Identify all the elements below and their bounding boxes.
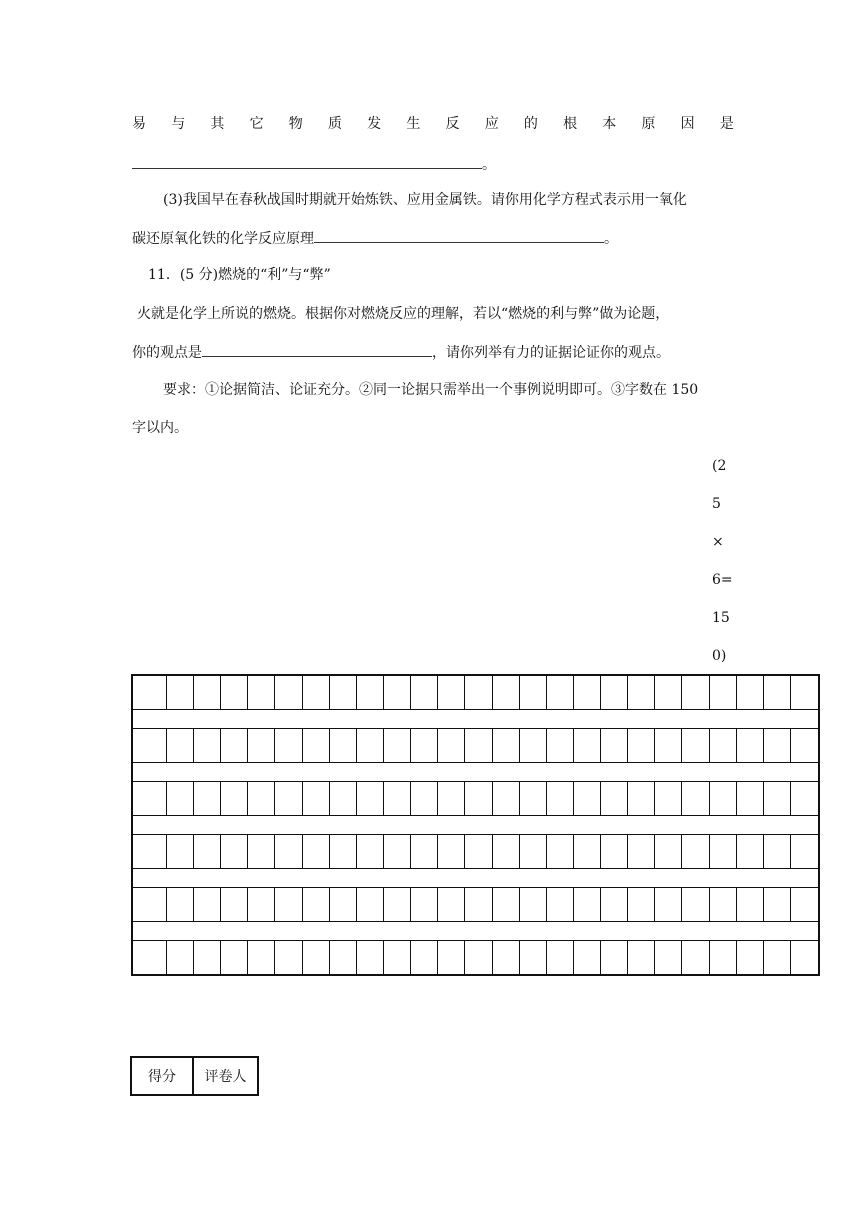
grid-cell[interactable] [275, 888, 302, 921]
grid-cell[interactable] [275, 941, 302, 974]
grid-cell[interactable] [194, 888, 221, 921]
grid-cell[interactable] [303, 835, 330, 868]
grid-cell[interactable] [275, 676, 302, 709]
grid-cell[interactable] [493, 888, 520, 921]
grid-cell[interactable] [438, 676, 465, 709]
q10-answer-lead [132, 114, 734, 134]
grid-cell[interactable] [655, 888, 682, 921]
grid-row [133, 729, 818, 762]
q10-3-line-2 [132, 228, 618, 249]
grid-cell[interactable] [384, 676, 411, 709]
side-note-4: 6= [712, 572, 733, 588]
grid-cell[interactable] [303, 941, 330, 974]
spread-char: 原 [641, 116, 656, 132]
grid-row-gap [133, 762, 818, 782]
grid-cell[interactable] [303, 676, 330, 709]
grid-cell[interactable] [520, 729, 547, 762]
grid-cell[interactable] [248, 941, 275, 974]
score-box [130, 1056, 259, 1096]
grid-cell[interactable] [601, 729, 628, 762]
grid-cell[interactable] [465, 729, 492, 762]
grid-cell[interactable] [628, 782, 655, 815]
grid-cell[interactable] [547, 782, 574, 815]
grid-cell[interactable] [737, 782, 764, 815]
grid-cell[interactable] [764, 835, 791, 868]
grid-cell[interactable] [330, 888, 357, 921]
q10-3-line-1: (3)我国早在春秋战国时期就开始炼铁、应用金属铁。请你用化学方程式表示用一氧化 [163, 192, 687, 208]
grid-cell[interactable] [628, 941, 655, 974]
grid-cell[interactable] [764, 782, 791, 815]
grid-cell[interactable] [438, 782, 465, 815]
grid-cell[interactable] [248, 888, 275, 921]
side-note-6: 0) [712, 648, 727, 664]
grid-cell[interactable] [520, 888, 547, 921]
q11-heading: 11．(5 分)燃烧的“利”与“弊” [148, 267, 331, 283]
grid-cell[interactable] [547, 941, 574, 974]
grid-cell[interactable] [221, 676, 248, 709]
grid-row [133, 676, 818, 709]
grid-cell[interactable] [791, 888, 818, 921]
grid-cell[interactable] [710, 888, 737, 921]
grid-cell[interactable] [628, 888, 655, 921]
grid-cell[interactable] [221, 835, 248, 868]
grid-cell[interactable] [520, 941, 547, 974]
grid-row [133, 782, 818, 815]
spread-char: 本 [602, 116, 617, 132]
spread-char: 物 [288, 116, 303, 132]
spread-char: 是 [719, 116, 734, 132]
grid-cell[interactable] [384, 729, 411, 762]
grid-row-gap [133, 709, 818, 729]
grid-cell[interactable] [330, 729, 357, 762]
grid-cell[interactable] [655, 729, 682, 762]
grid-cell[interactable] [133, 729, 167, 762]
grid-cell[interactable] [574, 835, 601, 868]
grid-cell[interactable] [465, 888, 492, 921]
grid-cell[interactable] [628, 835, 655, 868]
grid-cell[interactable] [167, 888, 194, 921]
grid-cell[interactable] [303, 782, 330, 815]
grid-row [133, 835, 818, 868]
composition-grid [131, 674, 820, 976]
grid-cell[interactable] [221, 782, 248, 815]
grid-cell[interactable] [194, 729, 221, 762]
grid-cell[interactable] [330, 676, 357, 709]
grid-cell[interactable] [357, 676, 384, 709]
grid-cell[interactable] [764, 941, 791, 974]
q11-requirement-2: 字以内。 [132, 420, 188, 436]
grid-cell[interactable] [764, 888, 791, 921]
grid-cell[interactable] [167, 676, 194, 709]
q11-instruction: ，请你列举有力的证据论证你的观点。 [432, 345, 670, 361]
grid-cell[interactable] [710, 835, 737, 868]
grid-cell[interactable] [493, 941, 520, 974]
grid-cell[interactable] [248, 729, 275, 762]
grid-cell[interactable] [221, 888, 248, 921]
grid-cell[interactable] [411, 676, 438, 709]
grid-cell[interactable] [194, 941, 221, 974]
grid-cell[interactable] [655, 676, 682, 709]
grid-cell[interactable] [710, 676, 737, 709]
grid-cell[interactable] [133, 888, 167, 921]
spread-char: 的 [523, 116, 538, 132]
grid-cell[interactable] [275, 782, 302, 815]
grid-cell[interactable] [710, 729, 737, 762]
grid-cell[interactable] [384, 888, 411, 921]
grid-cell[interactable] [601, 782, 628, 815]
grid-cell[interactable] [493, 782, 520, 815]
grid-cell[interactable] [133, 941, 167, 974]
grid-cell[interactable] [493, 676, 520, 709]
spread-char: 发 [367, 116, 382, 132]
grid-cell[interactable] [194, 835, 221, 868]
answer-blank[interactable] [314, 228, 604, 243]
grid-cell[interactable] [357, 888, 384, 921]
grid-cell[interactable] [194, 676, 221, 709]
grid-cell[interactable] [133, 676, 167, 709]
grader-label: 评卷人 [204, 1069, 247, 1085]
grid-cell[interactable] [737, 835, 764, 868]
grid-cell[interactable] [248, 782, 275, 815]
grid-row-gap [133, 921, 818, 941]
grid-cell[interactable] [438, 941, 465, 974]
end-punct: 。 [604, 231, 618, 247]
grid-cell[interactable] [520, 835, 547, 868]
grid-cell[interactable] [601, 888, 628, 921]
spread-char: 因 [680, 116, 695, 132]
grid-cell[interactable] [465, 676, 492, 709]
grid-cell[interactable] [791, 729, 818, 762]
grid-cell[interactable] [465, 941, 492, 974]
grid-cell[interactable] [167, 941, 194, 974]
grid-cell[interactable] [167, 835, 194, 868]
grid-cell[interactable] [330, 782, 357, 815]
grid-cell[interactable] [357, 729, 384, 762]
grid-cell[interactable] [411, 941, 438, 974]
grid-cell[interactable] [791, 835, 818, 868]
grid-cell[interactable] [764, 676, 791, 709]
grid-cell[interactable] [737, 888, 764, 921]
grid-row-gap [133, 815, 818, 835]
grid-cell[interactable] [384, 835, 411, 868]
grid-cell[interactable] [601, 676, 628, 709]
grid-cell[interactable] [601, 835, 628, 868]
grid-row [133, 941, 818, 974]
grid-cell[interactable] [167, 782, 194, 815]
grid-cell[interactable] [167, 729, 194, 762]
grid-cell[interactable] [547, 888, 574, 921]
grid-cell[interactable] [411, 888, 438, 921]
grid-cell[interactable] [601, 941, 628, 974]
grid-cell[interactable] [221, 941, 248, 974]
grid-cell[interactable] [547, 835, 574, 868]
grid-cell[interactable] [737, 676, 764, 709]
grid-cell[interactable] [275, 835, 302, 868]
viewpoint-blank[interactable] [202, 342, 432, 357]
grid-cell[interactable] [682, 729, 709, 762]
grid-cell[interactable] [384, 941, 411, 974]
grid-cell[interactable] [411, 835, 438, 868]
spread-char: 其 [210, 116, 225, 132]
grid-cell[interactable] [357, 782, 384, 815]
grid-cell[interactable] [520, 782, 547, 815]
spread-char: 与 [171, 116, 186, 132]
grid-cell[interactable] [574, 888, 601, 921]
grid-cell[interactable] [520, 676, 547, 709]
spread-char: 根 [563, 116, 578, 132]
side-note-2: 5 [712, 496, 721, 512]
grid-cell[interactable] [438, 835, 465, 868]
grid-cell[interactable] [275, 729, 302, 762]
spread-char: 易 [132, 116, 146, 132]
end-punct: 。 [482, 157, 496, 173]
grid-cell[interactable] [737, 941, 764, 974]
grid-cell[interactable] [682, 888, 709, 921]
grid-cell[interactable] [710, 941, 737, 974]
grid-cell[interactable] [133, 782, 167, 815]
side-note-5: 15 [712, 610, 730, 626]
grid-cell[interactable] [384, 782, 411, 815]
q11-line-2 [132, 342, 670, 363]
grid-cell[interactable] [438, 888, 465, 921]
spread-char: 生 [406, 116, 421, 132]
grid-cell[interactable] [682, 676, 709, 709]
grid-cell[interactable] [248, 835, 275, 868]
score-label: 得分 [132, 1058, 194, 1094]
spread-char: 它 [249, 116, 264, 132]
grid-cell[interactable] [357, 835, 384, 868]
grid-cell[interactable] [411, 782, 438, 815]
grid-cell[interactable] [133, 835, 167, 868]
grid-cell[interactable] [330, 835, 357, 868]
grid-cell[interactable] [493, 729, 520, 762]
grid-cell[interactable] [194, 782, 221, 815]
grid-cell[interactable] [574, 941, 601, 974]
grid-cell[interactable] [357, 941, 384, 974]
grid-cell[interactable] [655, 941, 682, 974]
grid-cell[interactable] [465, 782, 492, 815]
grid-cell[interactable] [493, 835, 520, 868]
grid-cell[interactable] [628, 729, 655, 762]
grid-cell[interactable] [791, 676, 818, 709]
grid-cell[interactable] [764, 729, 791, 762]
grid-cell[interactable] [682, 782, 709, 815]
q11-line-1: 火就是化学上所说的燃烧。根据你对燃烧反应的理解，若以“燃烧的利与弊”做为论题， [137, 306, 670, 322]
grid-cell[interactable] [710, 782, 737, 815]
grid-cell[interactable] [574, 782, 601, 815]
grid-cell[interactable] [791, 782, 818, 815]
grid-cell[interactable] [682, 835, 709, 868]
grid-cell[interactable] [547, 729, 574, 762]
grid-cell[interactable] [303, 729, 330, 762]
spread-char: 应 [484, 116, 499, 132]
answer-blank[interactable] [132, 154, 482, 169]
side-note-1: (2 [712, 458, 727, 474]
side-note-3: × [712, 534, 724, 550]
grid-cell[interactable] [248, 676, 275, 709]
grid-cell[interactable] [465, 835, 492, 868]
grid-cell[interactable] [330, 941, 357, 974]
grid-row-gap [133, 868, 818, 888]
q10-3-text: 碳还原氧化铁的化学反应原理 [132, 231, 314, 247]
grid-cell[interactable] [628, 676, 655, 709]
grid-cell[interactable] [411, 729, 438, 762]
spread-char: 反 [445, 116, 460, 132]
spread-char: 质 [327, 116, 342, 132]
grid-cell[interactable] [791, 941, 818, 974]
grid-cell[interactable] [303, 888, 330, 921]
grid-cell[interactable] [737, 729, 764, 762]
q11-viewpoint-label: 你的观点是 [132, 345, 202, 361]
q10-answer-line-1 [132, 154, 496, 175]
grid-row [133, 888, 818, 921]
grid-cell[interactable] [655, 835, 682, 868]
grid-cell[interactable] [682, 941, 709, 974]
grid-cell[interactable] [547, 676, 574, 709]
grid-cell[interactable] [221, 729, 248, 762]
q11-requirement-1: 要求：①论据简洁、论证充分。②同一论据只需举出一个事例说明即可。③字数在 150 [163, 382, 699, 398]
grid-cell[interactable] [438, 729, 465, 762]
grid-cell[interactable] [655, 782, 682, 815]
grid-cell[interactable] [574, 676, 601, 709]
grid-cell[interactable] [574, 729, 601, 762]
